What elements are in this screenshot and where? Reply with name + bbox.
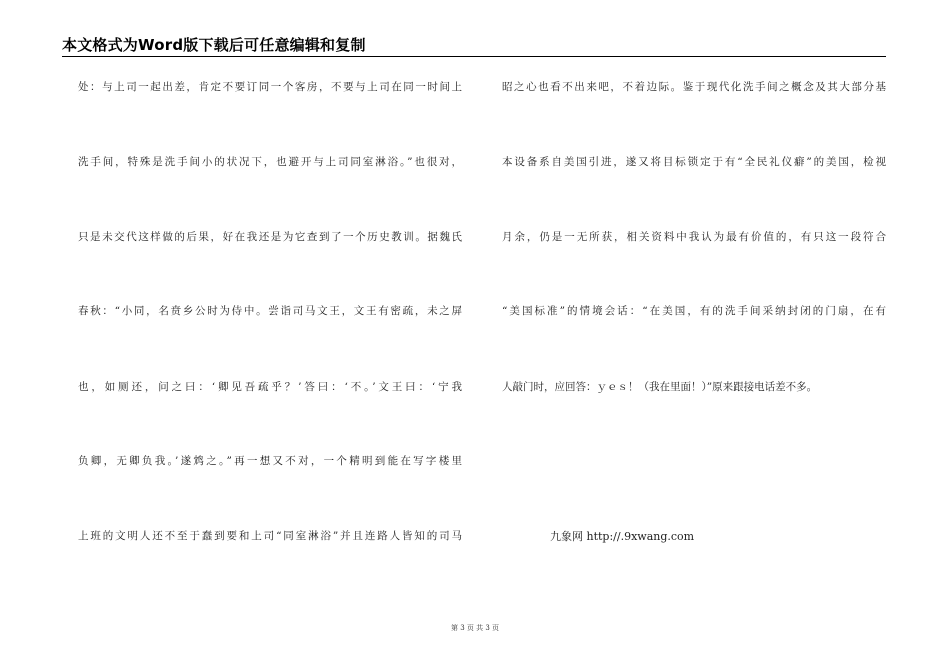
- text-line: 人敲门时，应回答：ｙｅｓ！（我在里面！）”原来跟接电话差不多。: [502, 381, 818, 393]
- text-line: 也，如厕还，问之曰：‘卿见吾疏乎？’答曰：‘不。’文王曰：‘宁我: [78, 381, 462, 393]
- text-line: 负卿，无卿负我。’遂鸩之。”再一想又不对，一个精明到能在写字楼里: [78, 455, 462, 467]
- text-line: 春秋：“小同，名贲乡公时为侍中。尝诣司马文王，文王有密疏，未之屏: [78, 305, 462, 317]
- source-credit: 九象网 http://.9xwang.com: [550, 530, 695, 543]
- text-line: 处：与上司一起出差，肯定不要订同一个客房，不要与上司在同一时间上: [78, 81, 462, 93]
- text-line: 只是未交代这样做的后果，好在我还是为它查到了一个历史教训。据魏氏: [78, 231, 462, 243]
- text-line: 上班的文明人还不至于蠢到要和上司“同室淋浴”并且连路人皆知的司马: [78, 530, 462, 542]
- text-line: “美国标准”的情境会话：“在美国，有的洗手间采纳封闭的门扇，在有: [502, 305, 886, 317]
- text-line: 本设备系自美国引进，遂又将目标锁定于有“全民礼仪癖”的美国，检视: [502, 156, 886, 168]
- page-header: [62, 34, 886, 57]
- text-line: 洗手间，特殊是洗手间小的状况下，也避开与上司同室淋浴。”也很对，: [78, 156, 462, 168]
- header-title: 本文格式为Word版下载后可任意编辑和复制: [62, 36, 366, 54]
- text-line: 昭之心也看不出来吧，不着边际。鉴于现代化洗手间之概念及其大部分基: [502, 81, 886, 93]
- text-line: 月余，仍是一无所获，相关资料中我认为最有价值的，有只这一段符合: [502, 231, 886, 243]
- page-footer: 第 3 页 共 3 页: [450, 624, 500, 632]
